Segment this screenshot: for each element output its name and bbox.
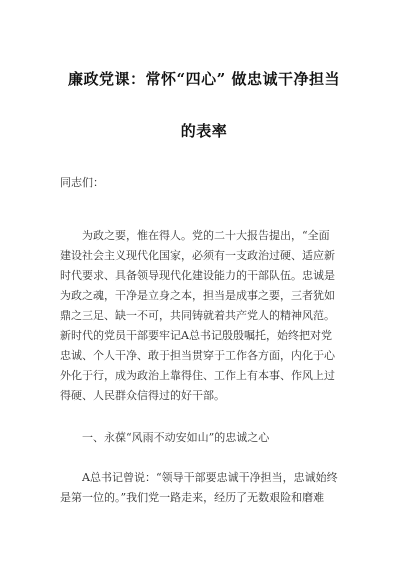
- paragraph-line: 为政之魂，干净是立身之本，担当是成事之要，三者犹如: [60, 289, 335, 302]
- document-title-line-1: 廉政党课：常怀“四心” 做忠诚干净担当: [68, 70, 340, 88]
- paragraph-line: 建设社会主义现代化国家，必须有一支政治过硬、适应新: [60, 249, 335, 262]
- paragraph-line: 鼎之三足、缺一不可，共同铸就着共产党人的精神风范。: [60, 309, 335, 322]
- paragraph-line: A总书记曾说：“领导干部要忠诚干净担当，忠诚始终: [82, 471, 338, 484]
- document-title-line-2: 的表率: [180, 122, 228, 140]
- paragraph-1: [60, 226, 352, 406]
- salutation-text: 同志们：: [60, 176, 104, 189]
- paragraph-line: 时代要求、具备领导现代化建设能力的干部队伍。忠诚是: [60, 269, 335, 282]
- section-heading: [60, 428, 352, 448]
- paragraph-line: 得硬、人民群众信得过的好干部。: [60, 389, 225, 402]
- paragraph-2: [60, 468, 352, 508]
- paragraph-line: 外化于行，成为政治上靠得住、工作上有本事、作风上过: [60, 369, 335, 382]
- paragraph-line: 是第一位的。”我们党一路走来，经历了无数艰险和磨难: [60, 491, 325, 504]
- section-heading-text: 一、永葆“风雨不动安如山”的忠诚之心: [82, 431, 270, 444]
- paragraph-line: 忠诚、个人干净、敢于担当贯穿于工作各方面，内化于心: [60, 349, 335, 362]
- salutation: [60, 173, 352, 193]
- paragraph-line: 为政之要，惟在得人。党的二十大报告提出，“全面: [82, 229, 330, 242]
- paragraph-line: 新时代的党员干部要牢记A总书记殷殷嘱托，始终把对党: [60, 329, 332, 342]
